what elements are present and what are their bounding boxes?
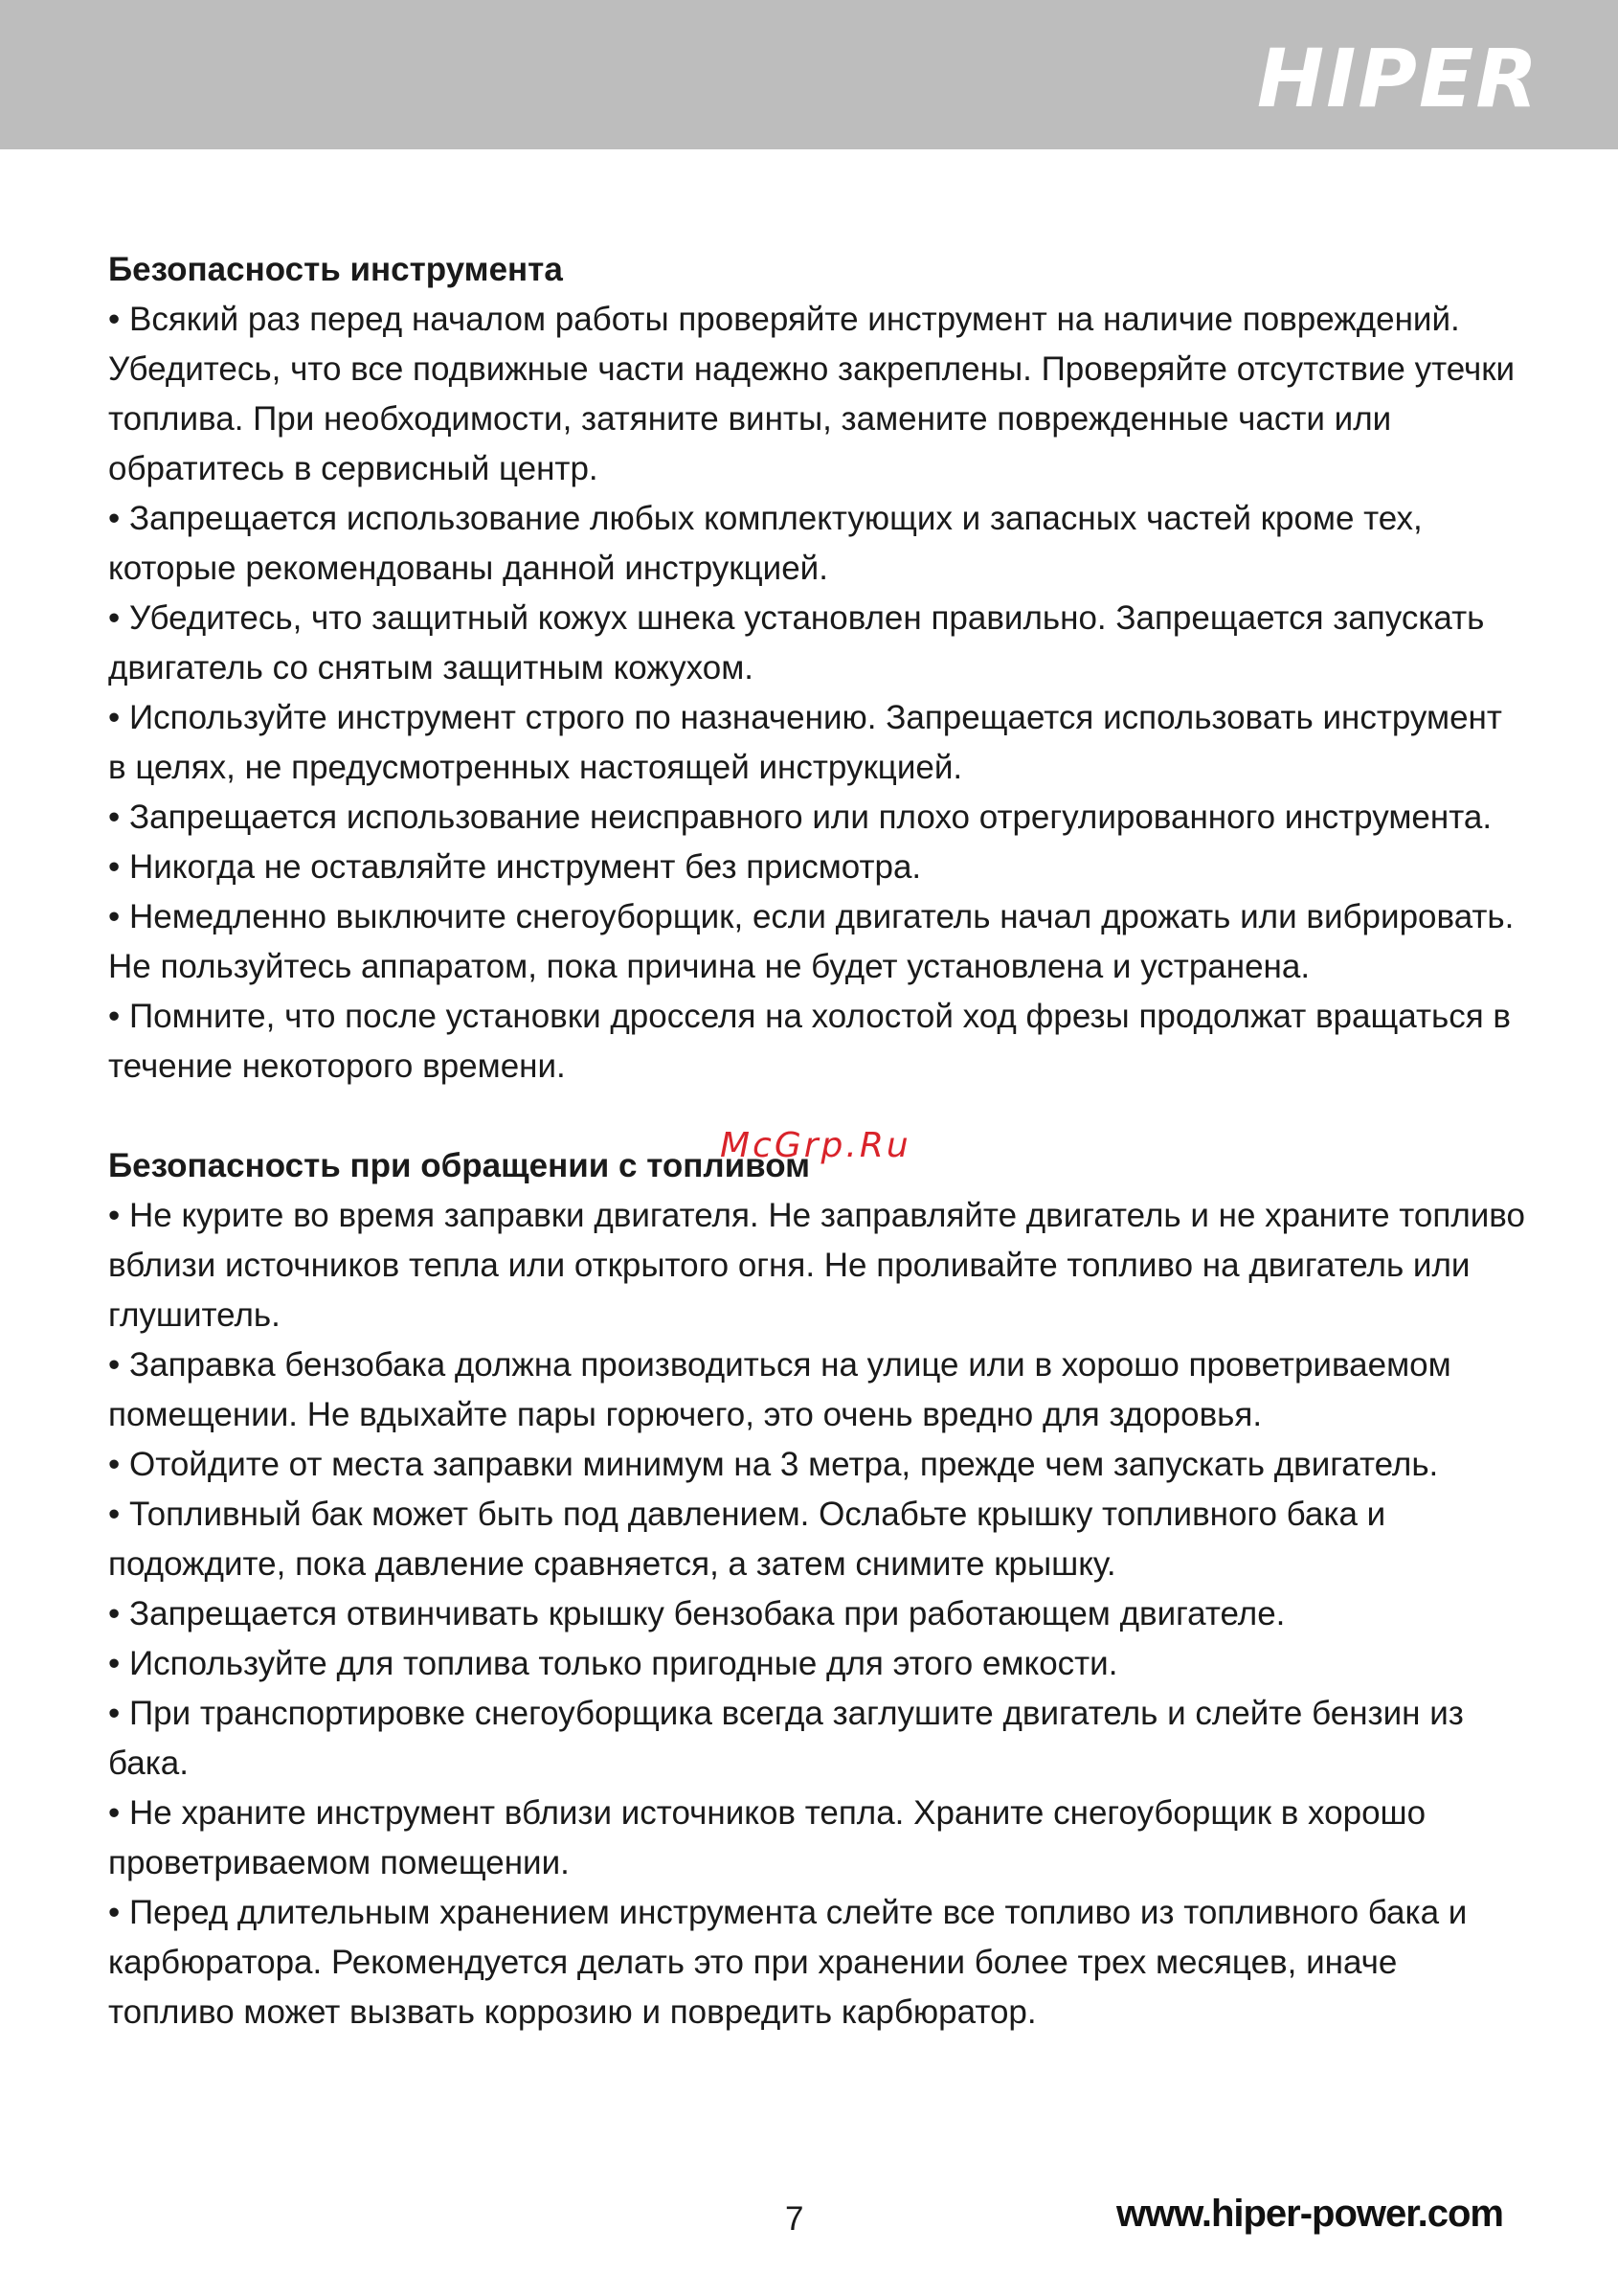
list-item: • Никогда не оставляйте инструмент без присмотра. [108,848,922,886]
tool-safety-section [108,245,1525,1092]
list-item: • Перед длительным хранением инструмента слейте все топливо из топливного бака и карбюратора. Рекомендуется делать это при хранении более трех месяцев, иначе топливо может вызвать коррозию и повредить карбюратор. [108,1894,1468,2031]
list-item: • Отойдите от места заправки минимум на 3 метра, прежде чем запускать двигатель. [108,1446,1439,1483]
list-item: • Убедитесь, что защитный кожух шнека установлен правильно. Запрещается запускать двигатель со снятым защитным кожухом. [108,599,1485,687]
list-item: • Помните, что после установки дросселя на холостой ход фрезы продолжат вращаться в течение некоторого времени. [108,998,1512,1085]
list-item: • Используйте для топлива только пригодные для этого емкости. [108,1645,1118,1682]
list-item: • Не курите во время заправки двигателя. Не заправляйте двигатель и не храните топливо вблизи источников тепла или открытого огня. Не проливайте топливо на двигатель или глушитель. [108,1197,1525,1334]
list-item: • Запрещается отвинчивать крышку бензобака при работающем двигателе. [108,1595,1286,1632]
section-title: Безопасность при обращении с топливом [108,1147,811,1184]
list-item: • Не храните инструмент вблизи источников тепла. Храните снегоуборщик в хорошо проветриваемом помещении. [108,1794,1427,1881]
website-link[interactable]: www.hiper-power.com [1115,2193,1503,2235]
section-title: Безопасность инструмента [108,251,563,288]
list-item: • Всякий раз перед началом работы проверяйте инструмент на наличие повреждений. Убедитесь, что все подвижные части надежно закреплены. Проверяйте отсутствие утечки топлива. При необходимости, затяните винты, замените поврежденные части или обратитесь в сервисный центр. [108,301,1516,487]
header-band [0,0,1618,149]
list-item: • При транспортировке снегоуборщика всегда заглушите двигатель и слейте бензин из бака. [108,1695,1464,1782]
fuel-safety-section [108,1141,1525,2037]
list-item: • Запрещается использование неисправного или плохо отрегулированного инструмента. [108,799,1493,836]
list-item: • Запрещается использование любых комплектующих и запасных частей кроме тех, которые рекомендованы данной инструкцией. [108,500,1423,587]
list-item: • Используйте инструмент строго по назначению. Запрещается использовать инструмент в целях, не предусмотренных настоящей инструкцией. [108,699,1502,786]
page-number: 7 [785,2200,804,2238]
watermark: McGrp.Ru [720,1126,911,1165]
list-item: • Заправка бензобака должна производиться на улице или в хорошо проветриваемом помещении. Не вдыхайте пары горючего, это очень вредно для здоровья. [108,1346,1451,1433]
brand-logo: HIPER [1256,32,1539,125]
list-item: • Топливный бак может быть под давлением. Ослабьте крышку топливного бака и подождите, пока давление сравняется, а затем снимите крышку. [108,1496,1386,1583]
list-item: • Немедленно выключите снегоуборщик, если двигатель начал дрожать или вибрировать. Не пользуйтесь аппаратом, пока причина не будет установлена и устранена. [108,898,1515,985]
